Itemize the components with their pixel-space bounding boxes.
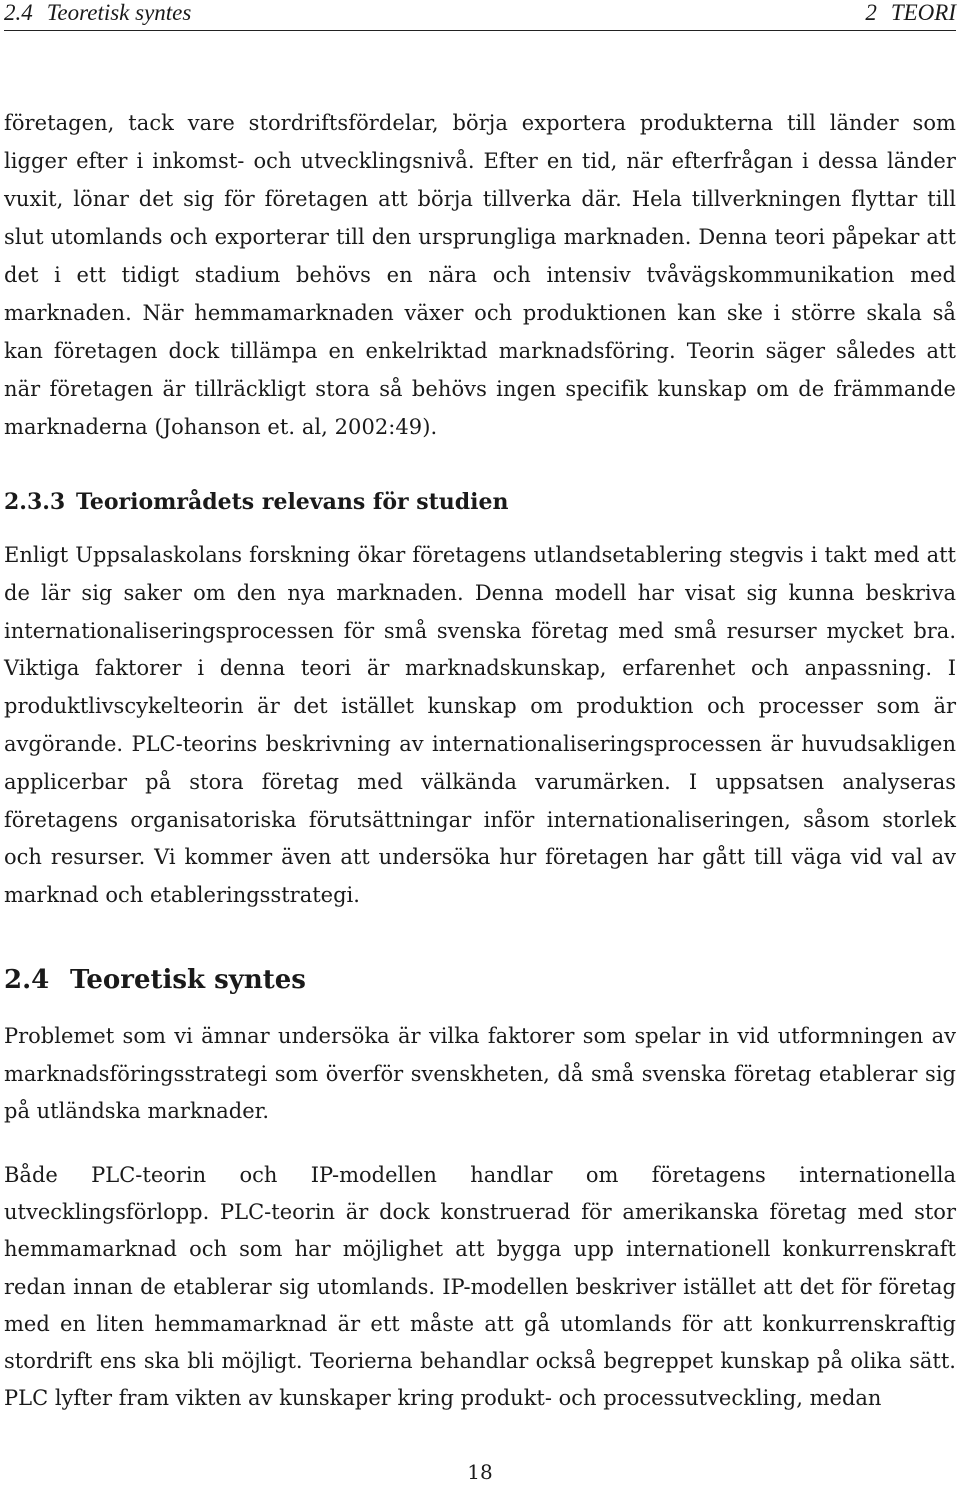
section-heading [4, 958, 956, 1002]
paragraph-synthesis-comparison: Både PLC-teorin och IP-modellen handlar om företagens internationella utvecklingsförlopp. PLC-teorin är dock konstruerad för amerikanska företag med stor hemmamarknad och som har möjlighet att bygga upp internationell konkurrenskraft redan innan de etablerar sig utomlands. IP-modellen beskriver istället att det för företag med en liten hemmamarknad är ett måste att gå utomlands för att konkurrenskraftig stordrift ens ska bli möjligt. Teorierna behandlar också begreppet kunskap på olika sätt. PLC lyfter fram vikten av kunskaper kring produkt- och processutveckling, medan [4, 1163, 956, 1411]
section-title: Teoretisk syntes [70, 965, 306, 995]
subsection-title: Teoriområdets relevans för studien [76, 489, 509, 515]
paragraph-continuation: företagen, tack vare stordriftsfördelar, börja exportera produkterna till länder som ligger efter i inkomst- och utvecklingsnivå. Efter en tid, när efterfrågan i dessa länder vuxit, lönar det sig för företagen att börja tillverka där. Hela tillverkningen flyttar till slut utomlands och exporterar till den ursprungliga marknaden. Denna teori påpekar att det i ett tidigt stadium behövs en nära och intensiv tvåvägskommunikation med marknaden. När hemmamarknaden växer och produktionen kan ske i större skala så kan företagen dock tillämpa en enkelriktad marknadsföring. Teorin säger således att när företagen är tillräckligt stora så behövs ingen specifik kunskap om de främmande marknaderna (Johanson et. al, 2002:49). [4, 111, 956, 439]
paragraph-relevance: Enligt Uppsalaskolans forskning ökar företagens utlandsetablering stegvis i takt med att de lär sig saker om den nya marknaden. Denna modell har visat sig kunna beskriva internationaliseringsprocessen för små svenska företag med små resurser mycket bra. Viktiga faktorer i denna teori är marknadskunskap, erfarenhet och anpassning. I produktlivscykelteorin är det istället kunskap om produktion och processer som är avgörande. PLC-teorins beskrivning av internationaliseringsprocessen är huvudsakligen applicerbar på stora företag med välkända varumärken. I uppsatsen analyseras företagens organisatoriska förutsättningar inför internationaliseringen, såsom storlek och resurser. Vi kommer även att undersöka hur företagen har gått till väga vid val av marknad och etableringsstrategi. [4, 543, 956, 908]
subsection-heading [4, 482, 956, 522]
running-header-chapter-number: 2 [865, 0, 877, 25]
paragraph-synthesis-problem: Problemet som vi ämnar undersöka är vilka faktorer som spelar in vid utformningen av marknadsföringsstrategi som överför svenskheten, då små svenska företag etablerar sig på utländska marknader. [4, 1024, 956, 1123]
section-number: 2.4 [4, 965, 50, 995]
running-header-section-title: Teoretisk syntes [46, 0, 192, 25]
running-header-chapter-title: TEORI [890, 0, 956, 25]
page-number: 18 [467, 1460, 493, 1484]
running-header [4, 0, 956, 31]
running-header-section [4, 0, 191, 30]
subsection-number: 2.3.3 [4, 489, 66, 515]
running-header-section-number: 2.4 [4, 0, 33, 25]
running-header-chapter [865, 0, 956, 30]
